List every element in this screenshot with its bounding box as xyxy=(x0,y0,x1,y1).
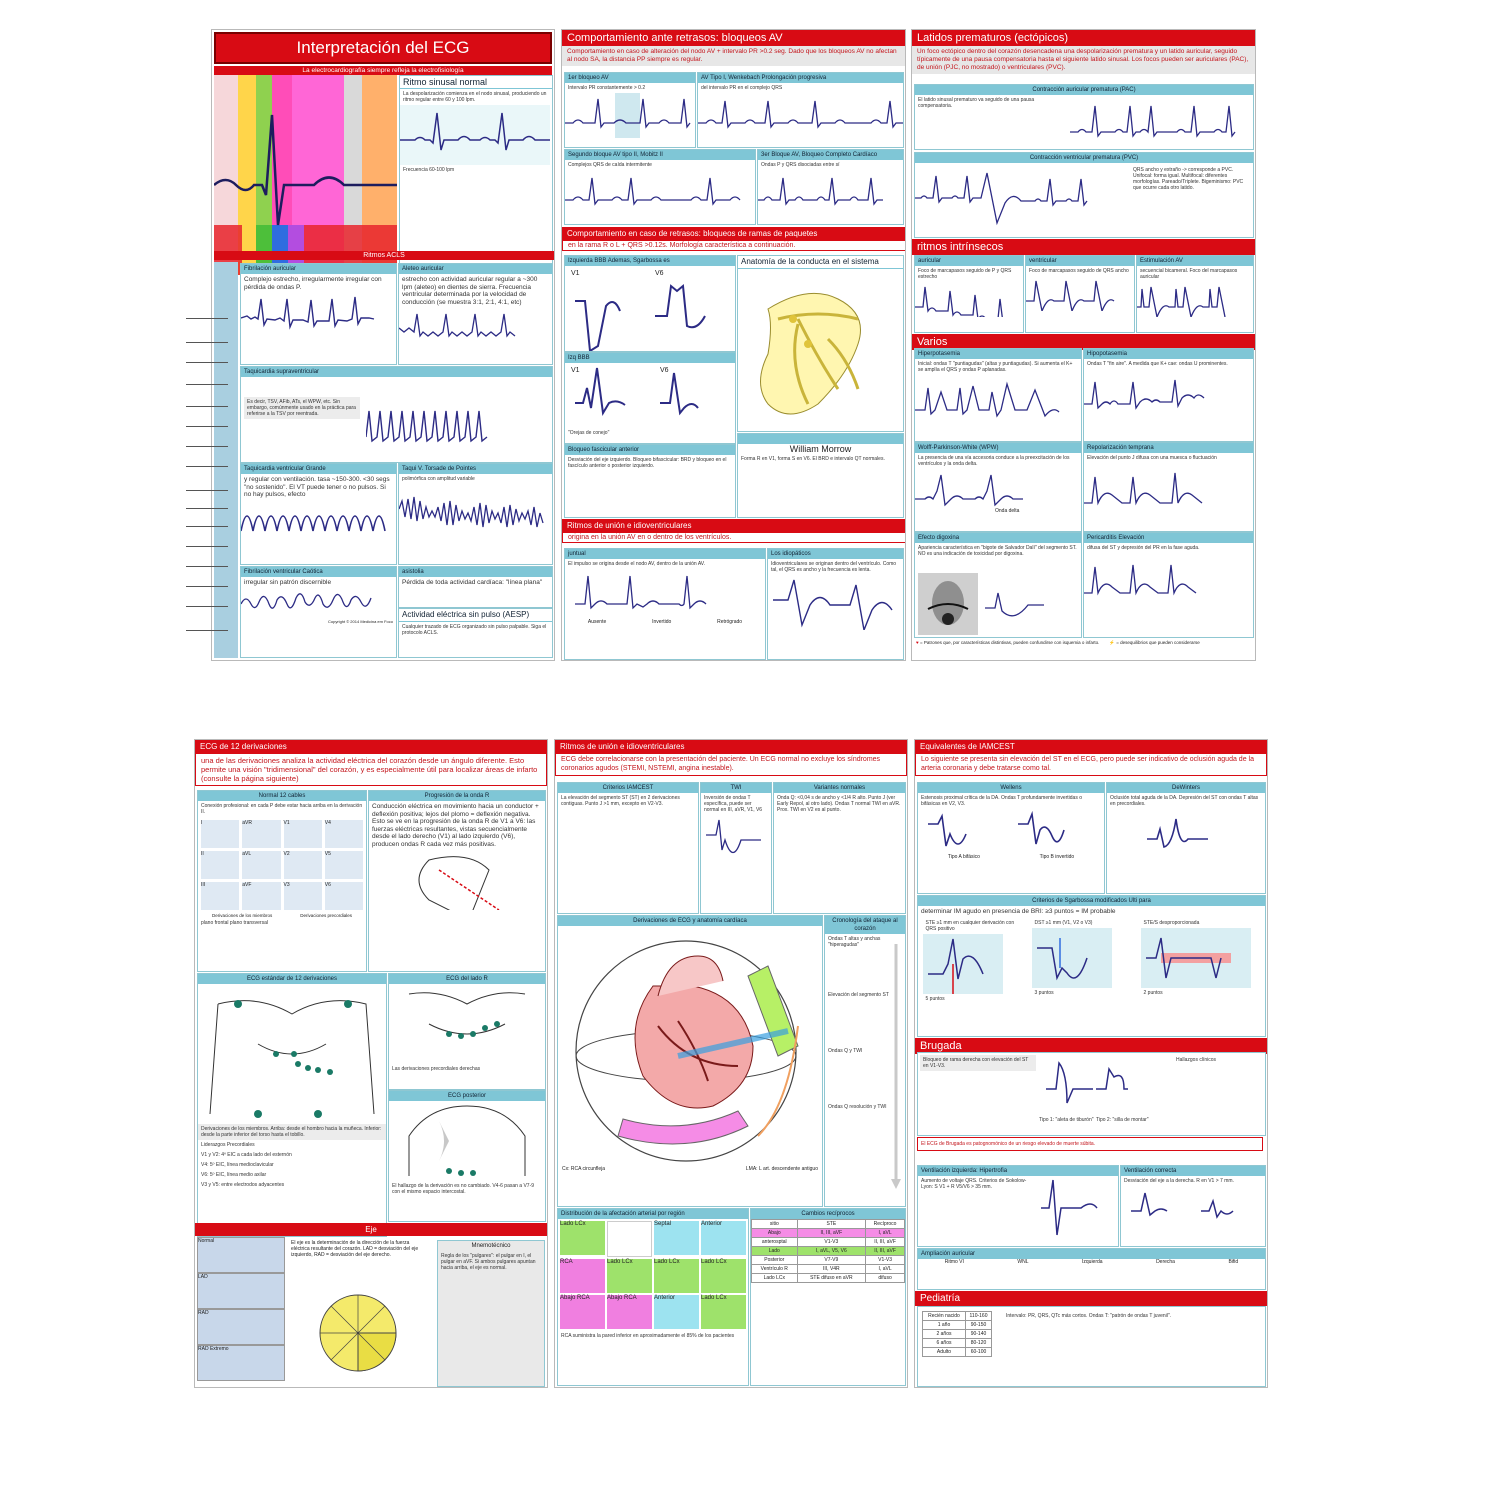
rightecg-text: Las derivaciones precordiales derechas xyxy=(392,1066,481,1072)
brugada-header: Brugada xyxy=(915,1038,1267,1054)
peds-cell: Adulto xyxy=(923,1348,966,1357)
loc-table-title: Distribución de la afectación arterial por región xyxy=(558,1209,748,1219)
aflutter-card xyxy=(398,263,553,365)
wpw-card xyxy=(914,442,1082,532)
wellens-card xyxy=(917,782,1105,894)
chest-diagram xyxy=(198,984,386,1124)
lead-cell: aVF xyxy=(242,882,280,910)
legend-item-2: = desequilibrios que pueden considerarse xyxy=(1116,640,1200,645)
junctional-label-1: Ausente xyxy=(587,619,607,625)
normal-variants-text: Onda Q: <0,04 s de ancho y <1/4 R alto. Punto J (ver Early Repol, al otro lado). Ondas T normal TWI en aVR. Prox. TWI en V2 es al punto. xyxy=(777,795,901,813)
territory-cell: II, III, aVF xyxy=(866,1247,905,1256)
wellens-text: Estenosis proximal crítica de la DA. Ondas T profundamente invertidas o bifásicas en V2, V3. xyxy=(921,795,1083,807)
territory-cell: STE difuso en aVR xyxy=(797,1274,866,1283)
escape-title-3: Estimulación AV xyxy=(1137,256,1253,266)
conduction-title: Anatomía de la conducta en el sistema xyxy=(738,256,903,269)
loc-table-foot: RCA suministra la pared inferior en aproximadamente el 85% de los pacientes xyxy=(561,1333,735,1339)
bb-sub: en la rama R o L + QRS >0.12s. Morfología característica a continuación. xyxy=(562,240,906,251)
brugada-type-2: Tipo 2: "silla de montar" xyxy=(1096,1117,1149,1123)
posterior-card xyxy=(388,1090,546,1222)
territory-title: Cambios recíprocos xyxy=(751,1209,905,1219)
peds-cell: 90-150 xyxy=(965,1321,991,1330)
std12-text: Derivaciones de los miembros. Arriba: desde el hombro hacia la muñeca. Inferior: desde la parte inferior del torso hasta el tobillo. xyxy=(198,1124,386,1140)
peds-cell: 60-100 xyxy=(965,1348,991,1357)
page-title: Interpretación del ECG xyxy=(214,32,552,64)
axis-header: Eje xyxy=(195,1223,547,1236)
svt-strip xyxy=(366,407,546,447)
svt-text: Es decir, TSV, AFib, ATs, el WPW, etc. Sin embargo, comúnmente usado en la práctica para referirse a la TSV por reentrada. xyxy=(244,397,360,419)
lead12-sub: una de las derivaciones analiza la actividad eléctrica del corazón desde un ángulo diferente. Esto permite una visión "tridimensional" del corazón, y es especialmente útil para localizar áreas de infarto (consulte la página siguiente) xyxy=(195,753,547,786)
svt-title: Taquicardia supraventricular xyxy=(241,367,552,377)
lead-cell: V2 xyxy=(284,851,322,879)
sinus-rhythm-card xyxy=(399,75,553,277)
normal12-grid xyxy=(198,817,366,913)
junctional-card xyxy=(564,548,766,660)
dewinter-title: DeWinters xyxy=(1107,783,1265,793)
peds-cell: Recién nacido xyxy=(923,1312,966,1321)
av2a-card xyxy=(697,72,904,148)
afib-title: Fibrilación auricular xyxy=(241,264,396,274)
rbbb-title: Izq BBB xyxy=(565,353,735,363)
digoxin-card xyxy=(914,532,1082,638)
sinus-strip xyxy=(400,105,550,165)
normal12-card xyxy=(197,790,367,972)
hyperk-text: Inicial: ondas T "puntiagudas" (altas y puntiagudas). Si aumenta el K+ se amplía el QRS y ondas P aplanadas. xyxy=(918,361,1073,373)
lead-cell: II xyxy=(201,851,239,879)
loc-cell: Anterior xyxy=(654,1295,699,1329)
loc-cell: Lado LCx xyxy=(701,1295,746,1329)
lead-cell: V4 xyxy=(325,820,363,848)
aflutter-title: Aleteo auricular xyxy=(399,264,552,274)
side-strip xyxy=(214,262,238,658)
pea-title: Actividad eléctrica sin pulso (AESP) xyxy=(399,609,552,622)
pac-card xyxy=(914,84,1254,150)
stemi-header: Ritmos de unión e idioventriculares xyxy=(555,740,907,753)
aflutter-text: estrecho con actividad auricular regular a ~300 lpm (aleteo) en dientes de sierra. Frecuencia ventricular determinada por la velocidad de conducción (se muestra 3:1, 2:1, 4:1, etc) xyxy=(402,276,538,306)
chronology-arrow xyxy=(891,944,901,1194)
dewinter-text: Oclusión total aguda de la DA. Depresión del ST con ondas T altas en precordiales. xyxy=(1110,795,1259,807)
asystole-title: asistolia xyxy=(399,567,552,577)
peds-cell: 6 años xyxy=(923,1339,966,1348)
stemi-text: La elevación del segmento ST (ST) en 2 derivaciones contiguas. Punto J >1 mm, excepto en V2-V3. xyxy=(561,795,680,807)
legend-item-1: = Patrones que, por características distintivas, pueden confundirse con isquemia o infarto. xyxy=(919,640,1100,645)
morrow-title: William Morrow xyxy=(789,444,852,454)
leads-anatomy-card xyxy=(557,915,823,1207)
svt-card xyxy=(240,366,553,463)
copyright: Copyright © 2014 Medicina em Foco xyxy=(328,618,393,624)
stemi-sub: ECG debe correlacionarse con la presentación del paciente. Un ECG normal no excluye los síndromes coronarios agudos (STEMI, NSTEMI, angina inestable). xyxy=(555,753,907,776)
vtach-text: y regular con ventilación. tasa ~150-300. <30 segs "no sostenido". El VT puede tener o no pulsos. Si no hay pulsos, efecto xyxy=(244,476,390,498)
atrial-card xyxy=(917,1248,1266,1290)
lead-cell: V1 xyxy=(284,820,322,848)
lead12-header: ECG de 12 derivaciones xyxy=(195,740,547,753)
av1-card xyxy=(564,72,696,148)
bb-header: Comportamiento en caso de retrasos: bloqueos de ramas de paquetes xyxy=(562,227,905,240)
fascicular-title: Bloqueo fascicular anterior xyxy=(565,445,735,455)
lead-cell: aVR xyxy=(242,820,280,848)
loc-table-card xyxy=(557,1208,749,1386)
pericarditis-card xyxy=(1083,532,1254,638)
av2b-card xyxy=(564,149,756,225)
rwave-text: Conducción eléctrica en movimiento hacia un conductor + deflexión positiva; lejos del plomo = deflexión negativa. Esto se ve en la progresión de la onda R de V1 a V6: las fuerzas eléctricas resultantes, vistas secuencialmente desde el lado derecho (V1) al lado izquierdo (V6), producen ondas R cada vez más positivas. xyxy=(372,803,539,848)
axis-row-normal: Normal xyxy=(197,1237,285,1273)
heart-icon: ♥ xyxy=(916,640,919,645)
territory-head: Recíproco xyxy=(866,1220,905,1229)
morrow-badge xyxy=(738,434,903,444)
morrow-text: Forma R en V1, forma S en V6. El BRD e intervalo QT normales. xyxy=(741,456,885,462)
atrial-title: Ampliación auricular xyxy=(918,1249,1265,1259)
hypok-text: Ondas T "fin aire". A medida que K+ cae: ondas U prominentes. xyxy=(1087,361,1228,367)
territory-head: STE xyxy=(797,1220,866,1229)
lbbb-lead2: V6 xyxy=(655,270,664,277)
axis-row-extreme: RAD Extremo xyxy=(197,1345,285,1381)
bolt-icon: ⚡ xyxy=(1109,640,1116,645)
escape-card-3 xyxy=(1136,255,1254,333)
morrow-card xyxy=(737,433,904,518)
normal12-note: plano frontal plano transversal xyxy=(201,920,268,926)
idio-card xyxy=(767,548,904,660)
lead-cell: V5 xyxy=(325,851,363,879)
territory-cell: anterosptal xyxy=(752,1238,798,1247)
sgarbossa-pts-2: 3 puntos xyxy=(1034,989,1054,996)
red-note: El ECG de Brugada es patognomónico de un riesgo elevado de muerte súbita. xyxy=(917,1137,1263,1151)
lbbb-lead1: V1 xyxy=(571,270,580,277)
axis-mnemonic-title: Mnemotécnico xyxy=(471,1243,511,1249)
pvc-text: QRS ancho y extraño -> corresponde a PVC. Unifocal: forma igual. Multifocal: diferentes morfologías. Pareado/Triplete. Bigeminismo: PVC que ocurre cada otro latido. xyxy=(1133,167,1244,191)
subtitle: La electrocardiografía siempre refleja la electrofisiología xyxy=(214,66,552,75)
peds-cell: 80-120 xyxy=(965,1339,991,1348)
hypok-card xyxy=(1083,348,1254,442)
escape-header: ritmos intrínsecos xyxy=(912,239,1255,255)
junc-sub: origina en la unión AV en o dentro de los ventrículos. xyxy=(562,532,906,543)
panel-interpretation xyxy=(211,29,555,661)
std12-mnemonic-3: V6: 5º EIC, línea medio axilar xyxy=(201,1172,267,1178)
sgarbossa-pts-3: 2 puntos xyxy=(1143,989,1163,996)
sgarbossa-crit-1: STE ≥1 mm en cualquier derivación con QRS positivo xyxy=(925,919,1015,932)
atrial-label: WNL xyxy=(1017,1259,1029,1265)
territory-head: sitio xyxy=(752,1220,798,1229)
pvc-title: Contracción ventricular prematura (PVC) xyxy=(915,153,1253,163)
lvh-title: Ventilación izquierda: Hipertrofia xyxy=(918,1166,1118,1176)
posterior-title: ECG posterior xyxy=(389,1091,545,1101)
normal12-title: Normal 12 cables xyxy=(198,791,366,801)
loc-cell: Septal xyxy=(654,1221,699,1255)
sgarbossa-sub: determinar IM agudo en presencia de BRI: ≥3 puntos = IM probable xyxy=(921,908,1116,915)
chronology-step-1: Ondas T altas y anchas "hiperagudas" xyxy=(828,936,881,948)
wpw-title: Wolff-Parkinson-White (WPW) xyxy=(915,443,1081,453)
rbbb-lead2: V6 xyxy=(660,367,669,374)
territory-cell: V7-V9 xyxy=(797,1256,866,1265)
hyperk-title: Hiperpotasemia xyxy=(915,349,1081,359)
normal12-text: Conexión profesional: en cada P debe estar hacia arriba en la derivación II. xyxy=(201,803,363,815)
pericarditis-title: Pericarditis Elevación xyxy=(1084,533,1253,543)
rvh-text: Desviación del eje a la derecha. R en V1 > 7 mm. xyxy=(1124,1178,1234,1184)
equiv-sub: Lo siguiente se presenta sin elevación del ST en el ECG, pero puede ser indicativo de oclusión aguda de la arteria coronaria y debe tratarse como tal. xyxy=(915,753,1267,776)
vtach-card xyxy=(240,463,397,565)
sgarbossa-card xyxy=(917,895,1266,1037)
atrial-label: Izquierda xyxy=(1082,1259,1103,1265)
escape-text-2: Foco de marcapasos seguido de QRS ancho xyxy=(1029,268,1129,274)
brace-precordial: Derivaciones precordiales xyxy=(300,913,353,918)
territory-cell: I, aVL, V5, V6 xyxy=(797,1247,866,1256)
fascicular-text: Desviación del eje izquierdo. Bloqueo bifascicular: BRD y bloqueo en el fascículo anterior o posterior izquierdo. xyxy=(568,457,727,469)
std12-card xyxy=(197,973,387,1237)
std12-mnemonic-1: V1 y V2: 4º EIC a cada lado del esternón xyxy=(201,1152,292,1158)
escape-title-1: auricular xyxy=(915,256,1023,266)
loc-cell: Lado LCx xyxy=(607,1259,652,1293)
pericarditis-text: difusa del ST y depresión del PR en la fase aguda. xyxy=(1087,545,1200,551)
pea-text: Cualquier trazado de ECG organizado sin pulso palpable. Siga el protocolo ACLS. xyxy=(402,624,547,636)
wellens-title: Wellens xyxy=(918,783,1104,793)
axis-mnemonic-text: Regla de los "pulgares": el pulgar en I, el pulgar en aVF. Si ambos pulgares apuntan hacia arriba, el eje es normal. xyxy=(441,1253,536,1271)
territory-cell: Ventrículo R xyxy=(752,1265,798,1274)
sinus-text: La despolarización comienza en el nodo sinusal, produciendo un ritmo regular entre 60 y 100 lpm. xyxy=(403,91,547,103)
panel-equivalents xyxy=(914,739,1268,1388)
digoxin-title: Efecto digoxina xyxy=(915,533,1081,543)
loc-cell: RCA xyxy=(560,1259,605,1293)
axis-row-rad: RAD xyxy=(197,1309,285,1345)
lbbb-title: Izquierda BBB Ademas, Sgarbossa es xyxy=(565,256,735,266)
peds-text: Intervalo: PR, QRS, QTc más cortos. Ondas T: "patrón de ondas T juvenil". xyxy=(1006,1313,1172,1319)
pac-title: Contracción auricular prematura (PAC) xyxy=(915,85,1253,95)
lvh-card xyxy=(917,1165,1119,1247)
digoxin-text: Apariencia característica en "bigote de Salvador Dalí" del segmento ST. NO es una indicación de toxicidad por digoxina. xyxy=(918,545,1077,557)
atrial-label: Derecha xyxy=(1156,1259,1175,1265)
stemi-title: Criterios IAMCEST xyxy=(558,783,698,793)
av2a-text: del intervalo PR en el complejo QRS xyxy=(701,85,783,91)
brugada-text: Bloqueo de rama derecha con elevación del ST en V1-V3. xyxy=(920,1055,1036,1071)
lead-cell: I xyxy=(201,820,239,848)
sgarbossa-title: Criterios de Sgarbossa modificados Ulti para xyxy=(918,896,1265,906)
twi-title: TWI xyxy=(701,783,771,793)
peds-table xyxy=(922,1311,992,1357)
atrial-label: Ritmo VI xyxy=(944,1259,964,1265)
rwave-card xyxy=(368,790,546,972)
leads-anatomy-title: Derivaciones de ECG y anatomía cardíaca xyxy=(558,916,822,926)
panel-ectopic xyxy=(911,29,1256,661)
hypok-title: Hipopotasemia xyxy=(1084,349,1253,359)
sinus-title: Ritmo sinusal normal xyxy=(400,76,552,89)
heart-anatomy-sphere xyxy=(558,926,822,1166)
acls-bar: Ritmos ACLS xyxy=(214,251,554,260)
brace-limb: Derivaciones de los miembros xyxy=(211,913,273,918)
std12-mnemonic-title: Liderazgos Precordiales xyxy=(201,1142,255,1148)
torsades-text: polimórfica con amplitud variable xyxy=(402,476,475,482)
rbbb-lead1: V1 xyxy=(571,367,580,374)
rbbb-note: "Orejas de conejo" xyxy=(568,430,610,436)
sgarbossa-crit-3: STE/S desproporcionada xyxy=(1143,919,1200,926)
loc-cell: Abajo RCA xyxy=(607,1295,652,1329)
loc-cell: Lado LCx xyxy=(654,1259,699,1293)
equiv-header: Equivalentes de IAMCEST xyxy=(915,740,1267,753)
loc-grid xyxy=(558,1219,748,1331)
junctional-title: juntual xyxy=(565,549,765,559)
torsades-card xyxy=(398,463,553,565)
wellens-label-b: Tipo B invertido xyxy=(1039,854,1075,860)
peds-header: Pediatría xyxy=(915,1291,1267,1306)
normal-variants-title: Variantes normales xyxy=(774,783,905,793)
av-header: Comportamiento ante retrasos: bloqueos AV xyxy=(562,30,905,46)
dewinter-card xyxy=(1106,782,1266,894)
ectopic-sub: Un foco ectópico dentro del corazón desencadena una despolarización prematura y un latido auricular, seguido típicamente de una pausa compensatoria hasta el siguiente latido sinusal. Los focos pueden ser auriculares (PAC), de unión (PJC, no mostrado) o ventriculares (PVC). xyxy=(912,46,1255,74)
std12-title: ECG estándar de 12 derivaciones xyxy=(198,974,386,984)
idio-title: Los idiopáticos xyxy=(768,549,903,559)
chronology-title: Cronología del ataque al corazón xyxy=(825,916,905,934)
posterior-text: El hallazgo de la derivación es no cambiado. V4-6 pasan a V7-9 con el mismo espacio intercostal. xyxy=(392,1183,535,1195)
territory-cell: V1-V3 xyxy=(797,1238,866,1247)
wpw-delta-label: Onda delta xyxy=(995,508,1020,514)
idio-text: Idioventriculares se originan dentro del ventrículo. Como tal, el QRS es ancho y la frecuencia es lenta. xyxy=(771,561,897,573)
escape-text-1: Foco de marcapasos seguido de P y QRS estrecho xyxy=(918,268,1012,280)
heart-vector-drawing xyxy=(369,850,545,910)
loc-cell: Lado LCx xyxy=(560,1221,605,1255)
av2b-title: Segundo bloque AV tipo II, Mobitz II xyxy=(565,150,755,160)
vtach-title: Taquicardia ventricular Grande xyxy=(241,464,396,474)
early-repol-card xyxy=(1083,442,1254,532)
territory-cell: Abajo xyxy=(752,1229,798,1238)
panel-stemi xyxy=(554,739,908,1388)
chronology-step-4: Ondas Q resolución y TWI xyxy=(828,1104,887,1110)
std12-mnemonic-4: V3 y V5: entre electrodos adyacentes xyxy=(201,1182,285,1188)
rvh-title: Ventilación correcta xyxy=(1121,1166,1265,1176)
panel-blocks xyxy=(561,29,906,661)
early-repol-title: Repolarización temprana xyxy=(1084,443,1253,453)
junc-header: Ritmos de unión e idioventriculares xyxy=(562,519,905,532)
asystole-text: Pérdida de toda actividad cardíaca: "línea plana" xyxy=(402,579,543,586)
brugada-type-1: Tipo 1: "aleta de tiburón" xyxy=(1039,1117,1094,1123)
dali-portrait xyxy=(918,573,978,635)
loc-cell: Abajo RCA xyxy=(560,1295,605,1329)
axis-text: El eje es la determinación de la dirección de la fuerza eléctrica resultante del corazón. LAD = desviación del eje izquierdo, RAD = desviación del eje derecho. xyxy=(291,1240,419,1258)
pea-card xyxy=(398,608,553,658)
axis-table xyxy=(197,1237,285,1385)
territory-table xyxy=(751,1219,905,1283)
vfib-title: Fibrilación ventricular Caótica xyxy=(241,567,396,577)
rightecg-title: ECG del lado R xyxy=(389,974,545,984)
territory-cell: difuso xyxy=(866,1274,905,1283)
territory-card xyxy=(750,1208,906,1386)
territory-cell: I, aVL xyxy=(866,1229,905,1238)
junctional-text: El impulso se origina desde el nodo AV, dentro de la unión AV. xyxy=(568,561,706,567)
rightecg-card xyxy=(388,973,546,1090)
territory-cell: Lado xyxy=(752,1247,798,1256)
loc-cell: Anterior xyxy=(701,1221,746,1255)
axis-row-lad: LAD xyxy=(197,1273,285,1309)
stemi-card xyxy=(557,782,699,914)
territory-cell: III, V4R xyxy=(797,1265,866,1274)
brugada-card xyxy=(917,1052,1266,1136)
sinus-footer: Frecuencia 60-100 lpm xyxy=(403,167,455,173)
territory-cell: Posterior xyxy=(752,1256,798,1265)
av3-card xyxy=(757,149,904,225)
lead-cell: V6 xyxy=(325,882,363,910)
lvh-text: Aumento de voltaje QRS. Criterios de Sokolow-Lyon: S V1 + R V5/V6 > 35 mm. xyxy=(921,1178,1027,1190)
av1-text: Intervalo PR constantemente > 0.2 xyxy=(568,85,646,91)
wellens-label-a: Tipo A bifásico xyxy=(947,854,980,860)
leads-anatomy-foot2: LMA: L art. descendente antiguo xyxy=(745,1166,818,1172)
brugada-risk-title: Hallazgos clínicos xyxy=(1176,1057,1217,1063)
vfib-text: irregular sin patrón discernible xyxy=(244,579,332,586)
panel-12lead xyxy=(194,739,548,1388)
ectopic-header: Latidos prematuros (ectópicos) xyxy=(912,30,1255,46)
lbbb-card xyxy=(564,255,736,352)
rbbb-card xyxy=(564,352,736,444)
twi-text: Inversión de ondas T específica, puede ser normal en III, aVR, V1, V6 xyxy=(704,795,763,813)
lead-cell: aVL xyxy=(242,851,280,879)
territory-cell: II, III, aVF xyxy=(866,1238,905,1247)
lead-cell: V3 xyxy=(284,882,322,910)
escape-card-2 xyxy=(1025,255,1135,333)
sgarbossa-crit-2: DST ≥1 mm (V1, V2 o V3) xyxy=(1034,919,1093,926)
escape-text-3: secuencial bicameral. Foco del marcapasos auricular xyxy=(1140,268,1238,280)
axis-wheel xyxy=(303,1285,413,1375)
chronology-step-2: Elevación del segmento ST xyxy=(828,992,889,998)
junctional-label-2: Invertido xyxy=(652,619,672,625)
normal-variants-card xyxy=(773,782,906,914)
peds-cell: 1 año xyxy=(923,1321,966,1330)
hyperk-card xyxy=(914,348,1082,442)
av3-text: Ondas P y QRS disociadas entre sí xyxy=(761,162,840,168)
legend xyxy=(916,640,1251,646)
conduction-card xyxy=(737,255,904,432)
rwave-title: Progresión de la onda R xyxy=(369,791,545,801)
atrial-label: Bifid xyxy=(1228,1259,1239,1265)
peds-card xyxy=(917,1306,1266,1387)
conduction-color-diagram xyxy=(214,75,397,275)
fascicular-card xyxy=(564,444,736,518)
asystole-card xyxy=(398,566,553,608)
pvc-card xyxy=(914,152,1254,238)
vfib-card xyxy=(240,566,397,658)
junctional-label-3: Retrógrado xyxy=(717,619,743,625)
torsades-title: Taqui V. Torsade de Pointes xyxy=(399,464,552,474)
loc-cell: Lado LCx xyxy=(701,1259,746,1293)
conduction-system-drawing xyxy=(738,269,903,429)
lead-cell: III xyxy=(201,882,239,910)
escape-card-1 xyxy=(914,255,1024,333)
early-repol-text: Elevación del punto J difusa con una muesca o fluctuación xyxy=(1087,455,1217,461)
av-sub: Comportamiento en caso de alteración del nodo AV + intervalo PR >0.2 seg. Dado que los bloqueos AV no afectan al nodo SA, la distancia PP siempre es regular. xyxy=(562,46,905,66)
std12-mnemonic-2: V4: 5º EIC, línea medioclavicular xyxy=(201,1162,274,1168)
axis-mnemonic-card xyxy=(437,1240,545,1387)
territory-cell: V1-V3 xyxy=(866,1256,905,1265)
afib-text: Complejo estrecho, irregularmente irregular con pérdida de ondas P. xyxy=(244,276,382,291)
misc-header: Varios xyxy=(912,334,1255,350)
av1-title: 1er bloqueo AV xyxy=(565,73,695,83)
chronology-step-3: Ondas Q y TWI xyxy=(828,1048,863,1054)
territory-cell: I, aVL xyxy=(866,1265,905,1274)
peds-cell: 110-160 xyxy=(965,1312,991,1321)
av3-title: 3er Bloque AV, Bloqueo Completo Cardíaco xyxy=(758,150,903,160)
territory-cell: Lado LCx xyxy=(752,1274,798,1283)
loc-cell xyxy=(607,1221,652,1257)
wpw-text: La presencia de una vía accesoria conduce a la preexcitación de los ventrículos y la onda delta. xyxy=(918,455,1070,467)
pac-text: El latido sinusal prematuro va seguido de una pausa compensatoria. xyxy=(918,97,1035,109)
chronology-card xyxy=(824,915,906,1207)
leads-anatomy-foot1: Cx: RCA circunfleja xyxy=(562,1166,606,1172)
peds-cell: 2 años xyxy=(923,1330,966,1339)
av2b-text: Complejos QRS de caída intermitente xyxy=(568,162,652,168)
sgarbossa-pts-1: 5 puntos xyxy=(925,995,945,1002)
afib-card xyxy=(240,263,397,365)
twi-card xyxy=(700,782,772,914)
escape-title-2: ventricular xyxy=(1026,256,1134,266)
av2a-title: AV Tipo I, Wenkebach Prolongación progresiva xyxy=(698,73,903,83)
territory-cell: II, III, aVF xyxy=(797,1229,866,1238)
rvh-card xyxy=(1120,1165,1266,1247)
peds-cell: 90-140 xyxy=(965,1330,991,1339)
